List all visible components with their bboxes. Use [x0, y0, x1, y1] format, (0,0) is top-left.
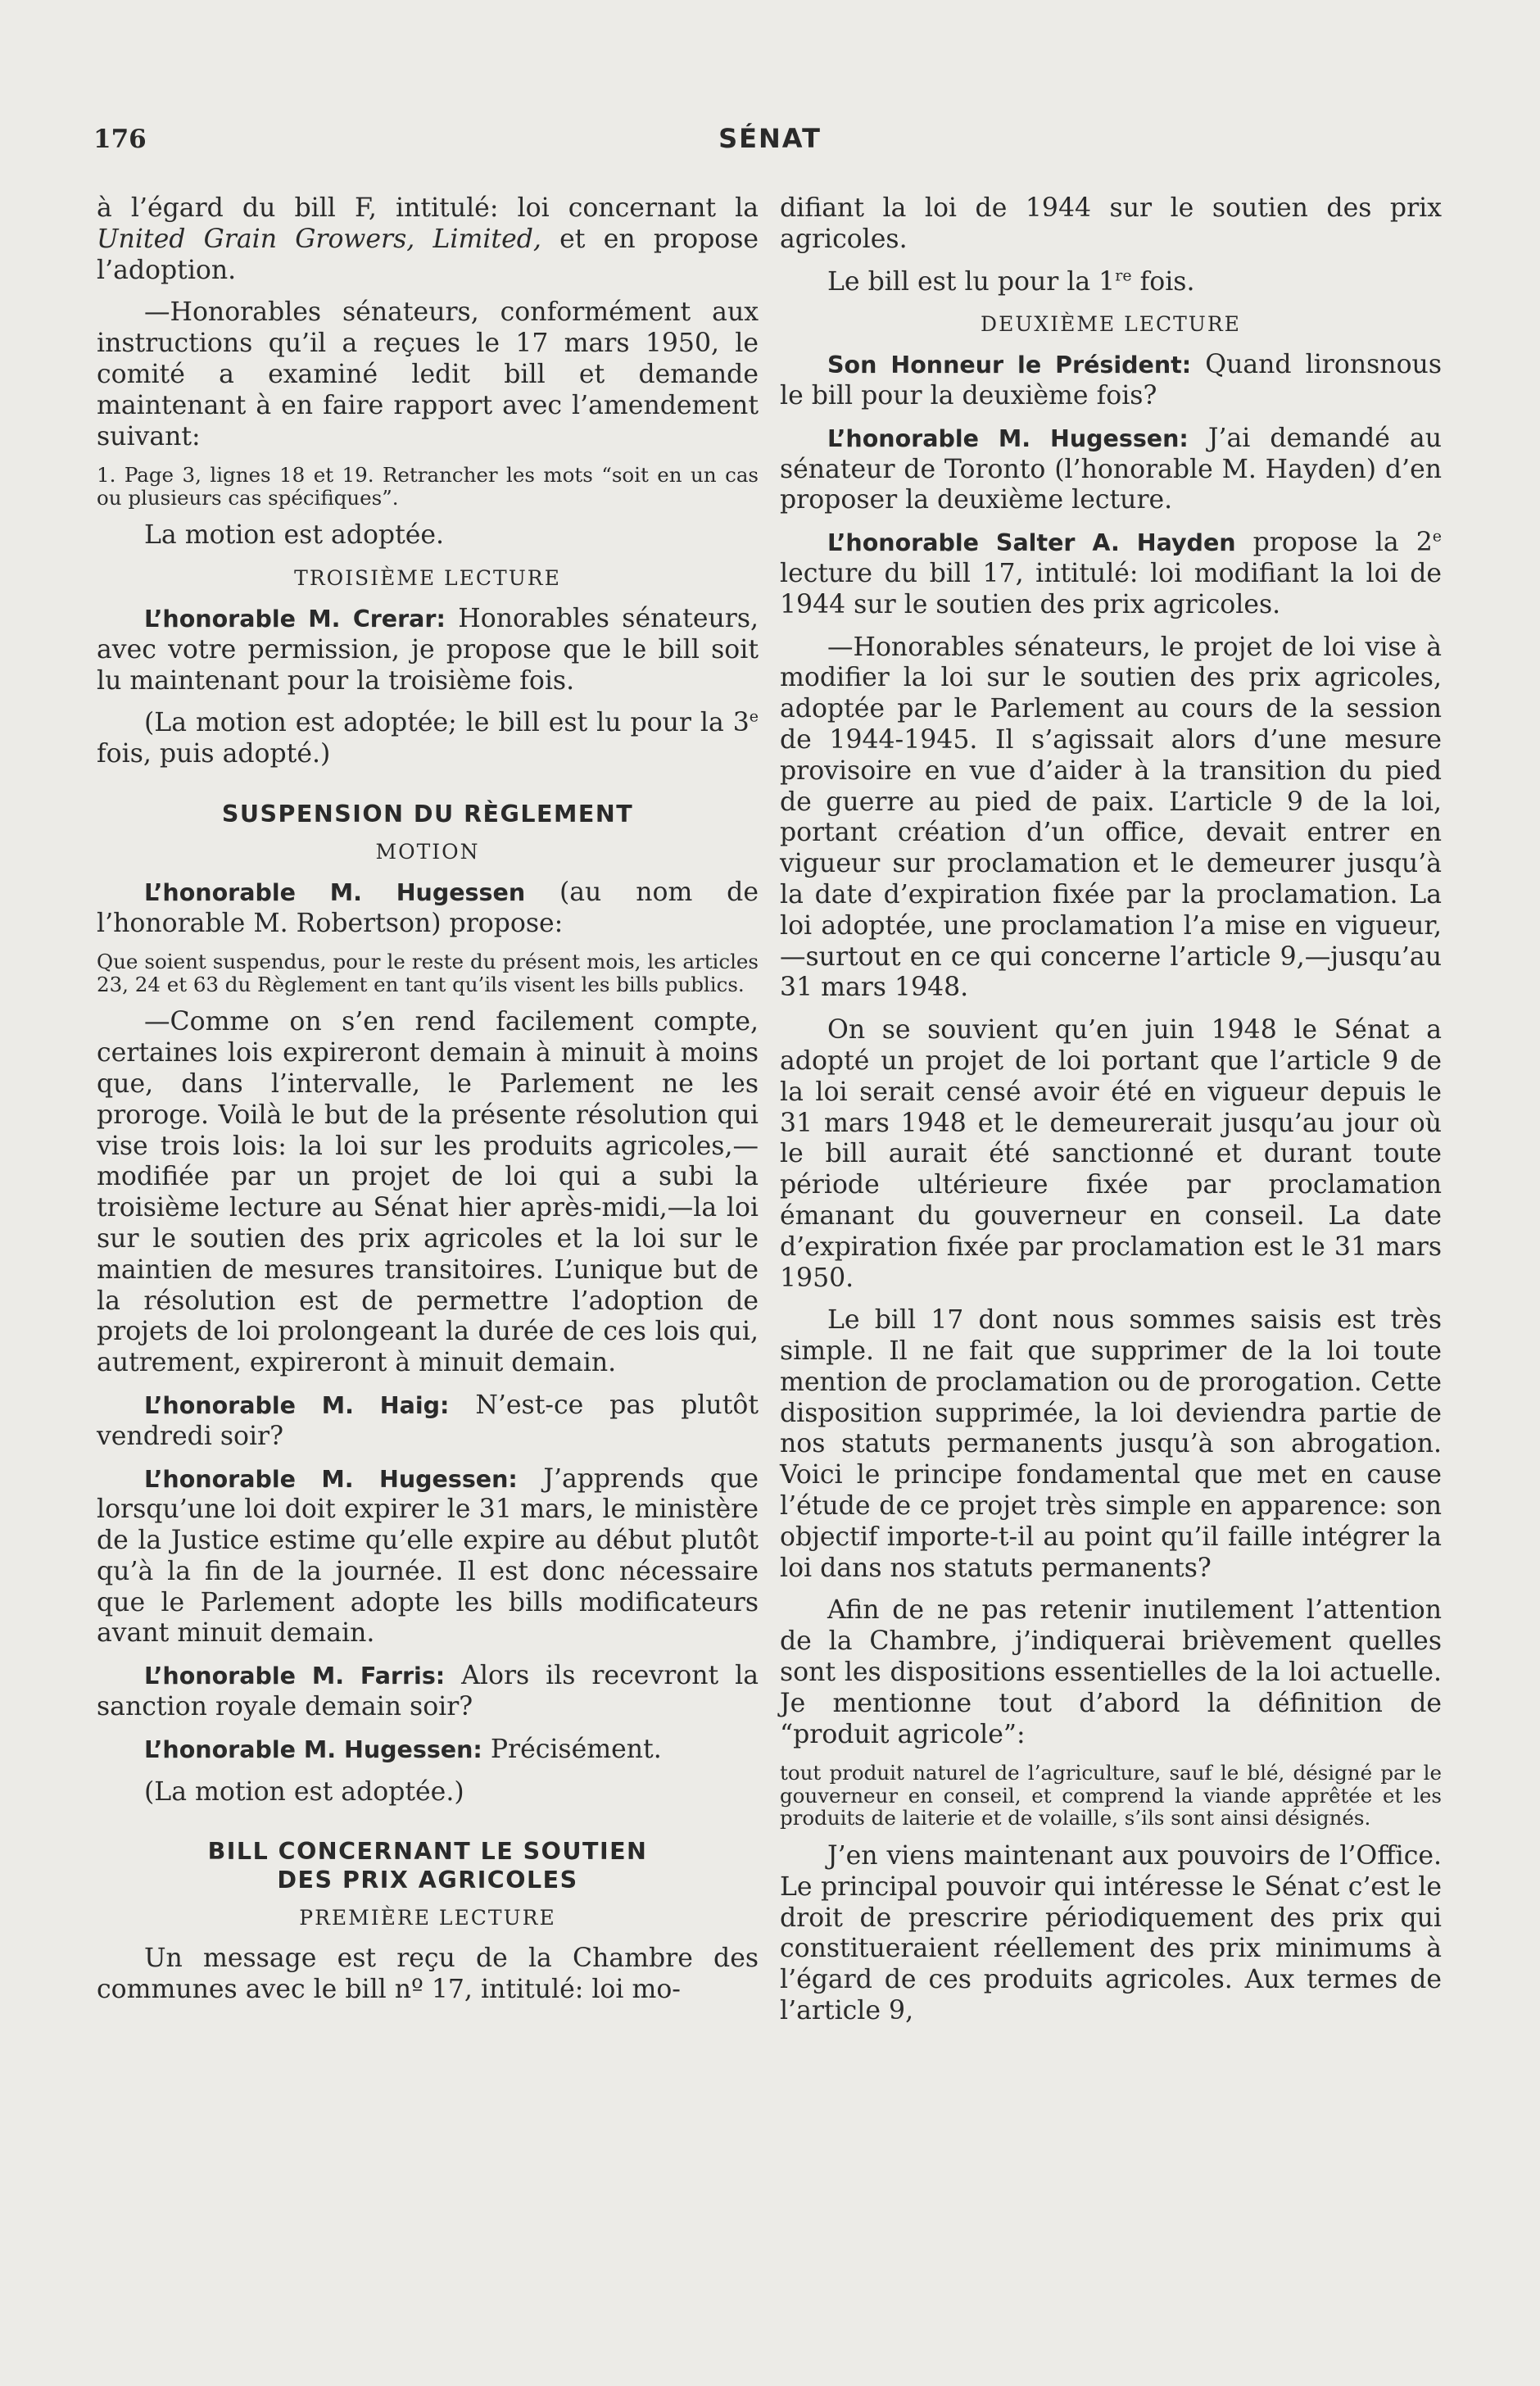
paragraph: (La motion est adoptée; le bill est lu pour la 3e fois, puis adopté.) — [97, 707, 759, 769]
paragraph: (La motion est adoptée.) — [144, 1776, 464, 1807]
section-heading: DEUXIÈME LECTURE — [981, 312, 1241, 337]
section-heading: PREMIÈRE LECTURE — [299, 1906, 556, 1930]
speaker-name: L’honorable M. Hugessen: — [144, 1735, 482, 1763]
paragraph: L’honorable Salter A. Hayden propose la 2e lecture du bill 17, intitulé: loi modifiant la loi de 1944 sur le soutien des prix agricoles. — [780, 527, 1443, 619]
speaker-name: L’honorable M. Hugessen — [144, 878, 526, 906]
paragraph: L’honorable M. Hugessen (au nom de l’honorable M. Robertson) propose: — [97, 877, 759, 938]
speaker-name: L’honorable M. Hugessen: — [144, 1465, 518, 1493]
paragraph: L’honorable M. Crerar: Honorables sénateurs, avec votre permission, je propose que le bill soit lu maintenant pour la troisième fois. — [97, 603, 759, 696]
speaker-name: L’honorable Salter A. Hayden — [827, 529, 1236, 557]
section-title: BILL CONCERNANT LE SOUTIEN DES PRIX AGRICOLES — [207, 1838, 648, 1894]
paragraph: J’en viens maintenant aux pouvoirs de l’Office. Le principal pouvoir qui intéresse le Sénat c’est le droit de prescrire périodiquement des prix qui constitueraient réellement des prix minimums à l’égard de ces produits agricoles. Aux termes de l’article 9, — [780, 1840, 1442, 2025]
paragraph: L’honorable M. Farris: Alors ils recevront la sanction royale demain soir? — [97, 1661, 759, 1722]
paragraph: L’honorable M. Haig: N’est-ce pas plutôt vendredi soir? — [97, 1390, 759, 1451]
paragraph: Son Honneur le Président: Quand lironsnous le bill pour la deuxième fois? — [780, 350, 1442, 411]
motion-quote: Que soient suspendus, pour le reste du présent mois, les articles 23, 24 et 63 du Règlement en tant qu’ils visent les bills publics. — [97, 950, 759, 996]
right-column — [780, 193, 1442, 2039]
speaker-name: L’honorable M. Haig: — [144, 1391, 450, 1419]
paragraph: Afin de ne pas retenir inutilement l’attention de la Chambre, j’indiquerai brièvement quelles sont les dispositions essentielles de la loi actuelle. Je mentionne tout d’abord la définition de “produit agricole”: — [780, 1595, 1442, 1749]
paragraph: —Comme on s’en rend facilement compte, certaines lois expireront demain à minuit à moins que, dans l’intervalle, le Parlement ne les proroge. Voilà le but de la présente résolution qui vise trois lois: la loi sur les produits agricoles,—modifiée par un projet de loi qui a subi la troisième lecture au Sénat hier après-midi,—la loi sur le soutien des prix agricoles et la loi sur le maintien de mesures transitoires. L’unique but de la résolution est de permettre l’adoption de projets de loi prolongeant la durée de ces lois qui, autrement, expireront à minuit demain. — [97, 1007, 759, 1378]
speaker-name: L’honorable M. Farris: — [144, 1662, 446, 1690]
page-header-title: SÉNAT — [718, 123, 822, 154]
page-number: 176 — [93, 125, 147, 154]
paragraph: La motion est adoptée. — [144, 520, 445, 551]
amendment-quote: 1. Page 3, lignes 18 et 19. Retrancher les mots “soit en un cas ou plusieurs cas spécifiques”. — [97, 463, 759, 510]
section-heading: TROISIÈME LECTURE — [294, 566, 561, 591]
paragraph: Le bill 17 dont nous sommes saisis est très simple. Il ne fait que supprimer de la loi toute mention de proclamation ou de prorogation. Cette disposition supprimée, la loi deviendra partie de nos statuts permanents jusqu’à son abrogation. Voici le principe fondamental que met en cause l’étude de ce projet très simple en apparence: son objectif importe-t-il au point qu’il faille intégrer la loi dans nos statuts permanents? — [780, 1305, 1442, 1583]
speaker-name: L’honorable M. Crerar: — [144, 605, 446, 633]
paragraph: L’honorable M. Hugessen: Précisément. — [144, 1734, 662, 1764]
paragraph: à l’égard du bill F, intitulé: loi concernant la United Grain Growers, Limited, et en propose l’adoption. — [97, 193, 759, 285]
paragraph: Le bill est lu pour la 1re fois. — [827, 266, 1195, 297]
paragraph: L’honorable M. Hugessen: J’apprends que lorsqu’une loi doit expirer le 31 mars, le ministère de la Justice estime qu’elle expire au début plutôt qu’à la fin de la journée. Il est donc nécessaire que le Parlement adopte les bills modificateurs avant minuit demain. — [97, 1463, 759, 1649]
section-title: SUSPENSION DU RÈGLEMENT — [221, 800, 634, 828]
paragraph: On se souvient qu’en juin 1948 le Sénat a adopté un projet de loi portant que l’article 9 de la loi serait censé avoir été en vigueur depuis le 31 mars 1948 et le demeurerait jusqu’au jour où le bill aurait été sanctionné et durant toute période ultérieure fixée par proclamation émanant du gouverneur en conseil. La date d’expiration fixée par proclamation est le 31 mars 1950. — [780, 1015, 1442, 1293]
speaker-name: L’honorable M. Hugessen: — [827, 424, 1189, 452]
left-column — [97, 193, 759, 2017]
definition-quote: tout produit naturel de l’agriculture, sauf le blé, désigné par le gouverneur en conseil, et comprend la viande apprêtée et les produits de laiterie et de volaille, s’ils sont ainsi désignés. — [780, 1761, 1442, 1830]
paragraph: L’honorable M. Hugessen: J’ai demandé au sénateur de Toronto (l’honorable M. Hayden) d’en proposer la deuxième lecture. — [780, 423, 1442, 515]
section-heading: MOTION — [375, 839, 480, 864]
speaker-name: Son Honneur le Président: — [827, 352, 1192, 379]
paragraph: —Honorables sénateurs, le projet de loi vise à modifier la loi sur le soutien des prix agricoles, adoptée par le Parlement au cours de la session de 1944-1945. Il s’agissait alors d’une mesure provisoire en vue d’aider à la transition du pied de guerre au pied de paix. L’article 9 de la loi, portant création d’un office, devait entrer en vigueur sur proclamation et le demeurer jusqu’à la date d’expiration fixée par la proclamation. La loi adoptée, une proclamation l’a mise en vigueur,—surtout en ce qui concerne l’article 9,—jusqu’au 31 mars 1948. — [780, 632, 1442, 1003]
paragraph: —Honorables sénateurs, conformément aux instructions qu’il a reçues le 17 mars 1950, le comité a examiné ledit bill et demande maintenant à en faire rapport avec l’amendement suivant: — [97, 297, 759, 451]
paragraph: difiant la loi de 1944 sur le soutien des prix agricoles. — [780, 193, 1442, 254]
paragraph: Un message est reçu de la Chambre des communes avec le bill nº 17, intitulé: loi mo- — [97, 1944, 759, 2005]
